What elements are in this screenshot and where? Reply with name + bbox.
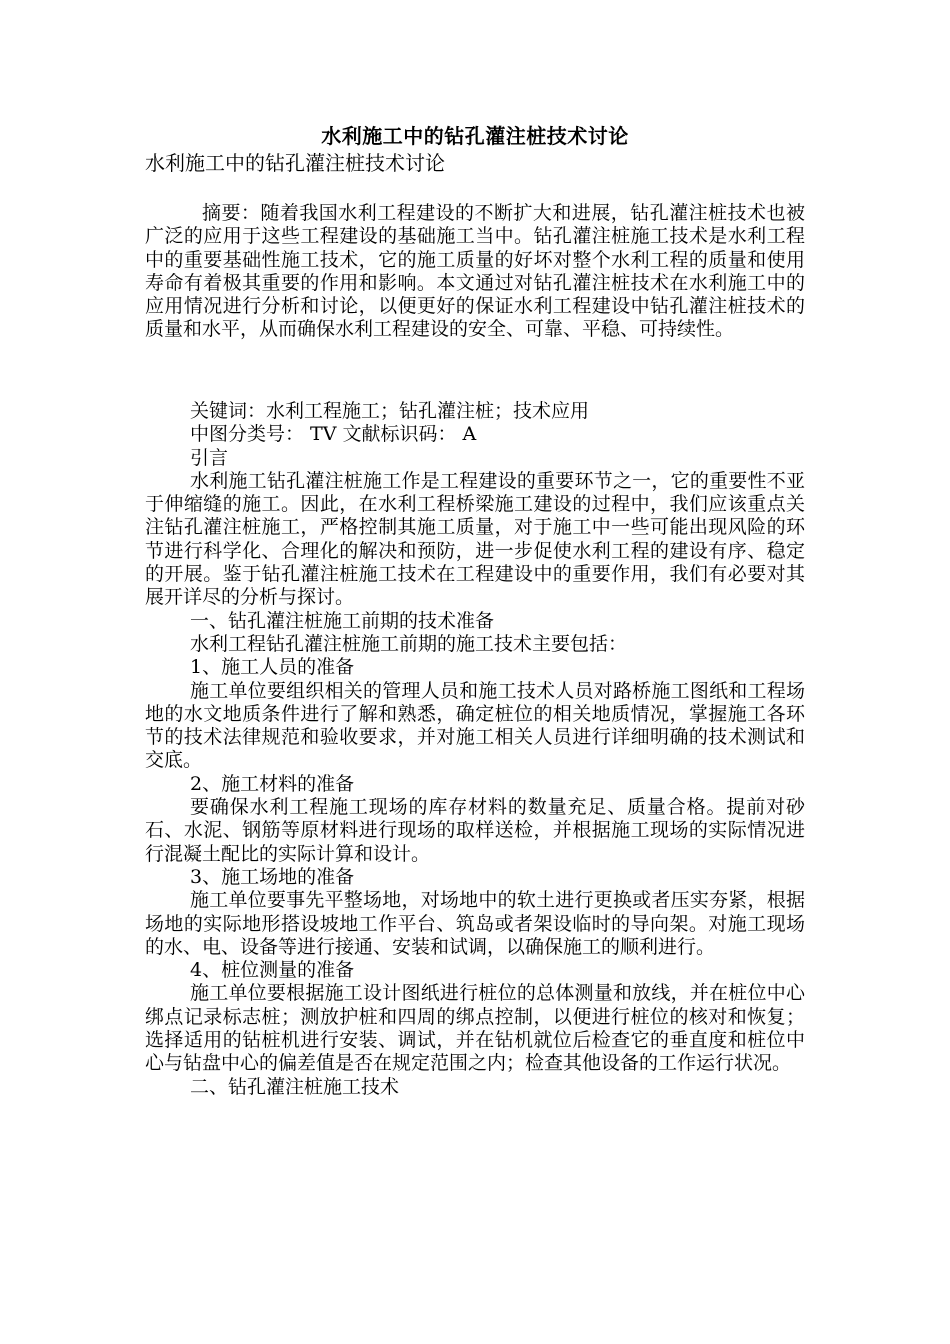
- document-subtitle: 水利施工中的钻孔灌注桩技术讨论: [145, 151, 445, 175]
- section-heading: 一、钻孔灌注桩施工前期的技术准备: [190, 609, 495, 632]
- abstract-paragraph: 摘要：随着我国水利工程建设的不断扩大和进展，钻孔灌注桩技术也被广泛的应用于这些工程建设的基础施工当中。钻孔灌注桩施工技术是水利工程中的重要基础性施工技术，它的施工质量的好坏对整个水利工程的质量和使用寿命有着极其重要的作用和影响。本文通过对钻孔灌注桩技术在水利施工中的应用情况进行分析和讨论，以便更好的保证水利工程建设中钻孔灌注桩技术的质量和水平，从而确保水利工程建设的安全、可靠、平稳、可持续性。: [145, 202, 805, 341]
- subsection-paragraph: 施工单位要组织相关的管理人员和施工技术人员对路桥施工图纸和工程场地的水文地质条件进行了解和熟悉，确定桩位的相关地质情况，掌握施工各环节的技术法律规范和验收要求，并对施工相关人员进行详细明确的技术测试和交底。: [145, 679, 805, 772]
- intro-paragraph: 水利施工钻孔灌注桩施工作是工程建设的重要环节之一，它的重要性不亚于伸缩缝的施工。因此，在水利工程桥梁施工建设的过程中，我们应该重点关注钻孔灌注桩施工，严格控制其施工质量，对于施工中一些可能出现风险的环节进行科学化、合理化的解决和预防，进一步促使水利工程的建设有序、稳定的开展。鉴于钻孔灌注桩施工技术在工程建设中的重要作用，我们有必要对其展开详尽的分析与探讨。: [145, 469, 805, 609]
- intro-heading: 引言: [190, 446, 229, 469]
- abstract-section: [145, 202, 805, 342]
- subsection-heading: 2、施工材料的准备: [190, 772, 355, 795]
- section-heading: 二、钻孔灌注桩施工技术: [190, 1075, 400, 1098]
- subsection-heading: 1、施工人员的准备: [190, 656, 355, 679]
- main-content: [145, 400, 805, 1099]
- document-title: 水利施工中的钻孔灌注桩技术讨论: [321, 124, 629, 148]
- subsection-paragraph: 施工单位要根据施工设计图纸进行桩位的总体测量和放线，并在桩位中心绑点记录标志桩；测放护桩和四周的绑点控制，以便进行桩位的核对和恢复；选择适用的钻桩机进行安装、调试，并在钻机就位后检查它的垂直度和桩位中心与钻盘中心的偏差值是否在规定范围之内；检查其他设备的工作运行状况。: [145, 982, 805, 1075]
- section-intro: 水利工程钻孔灌注桩施工前期的施工技术主要包括：: [190, 632, 628, 655]
- keywords-line: 关键词：水利工程施工；钻孔灌注桩；技术应用: [190, 400, 590, 422]
- subsection-heading: 4、桩位测量的准备: [190, 959, 355, 982]
- subsection-paragraph: 施工单位要事先平整场地，对场地中的软土进行更换或者压实夯紧，根据场地的实际地形搭设坡地工作平台、筑岛或者架设临时的导向架。对施工现场的水、电、设备等进行接通、安装和试调，以确保施工的顺利进行。: [145, 889, 805, 958]
- subsection-paragraph: 要确保水利工程施工现场的库存材料的数量充足、质量合格。提前对砂石、水泥、钢筋等原材料进行现场的取样送检，并根据施工现场的实际情况进行混凝土配比的实际计算和设计。: [145, 796, 805, 865]
- subsection-heading: 3、施工场地的准备: [190, 865, 355, 888]
- classification-line: 中图分类号： TV 文献标识码： A: [190, 423, 477, 446]
